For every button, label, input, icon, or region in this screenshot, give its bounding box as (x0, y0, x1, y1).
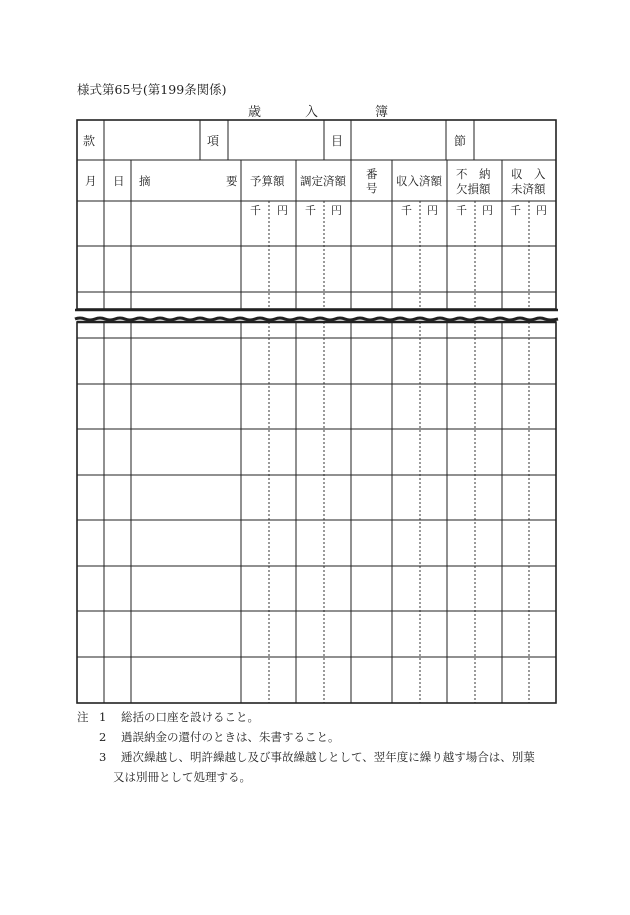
col-day: 日 (113, 174, 125, 188)
col-adjusted: 調定済額 (300, 174, 346, 188)
note-item (77, 707, 535, 727)
unit-deficit-yen: 円 (482, 204, 493, 217)
header-moku: 目 (331, 134, 344, 148)
form-number-label: 様式第65号(第199条関係) (77, 82, 227, 97)
unit-deficit-thousand: 千 (456, 204, 467, 217)
note-number: 2 (99, 730, 107, 744)
header-setsu: 節 (454, 134, 467, 148)
lower-table-border (77, 322, 556, 703)
note-text: 過誤納金の還付のときは、朱書すること。 (121, 730, 340, 744)
col-number-top: 番 (366, 167, 378, 181)
note-mark: 注 (77, 710, 89, 724)
note-item (77, 747, 535, 767)
notes-section (77, 707, 535, 787)
col-received: 収入済額 (396, 174, 442, 188)
note-text: 総括の口座を設けること。 (121, 710, 259, 724)
col-unreceived-top: 収 入 (511, 167, 546, 181)
col-number-bottom: 号 (366, 181, 378, 195)
unit-adjusted-yen: 円 (331, 204, 342, 217)
unit-budget-thousand: 千 (250, 204, 261, 217)
header-kou: 項 (207, 134, 220, 148)
title-char-2: 入 (305, 105, 319, 120)
unit-adjusted-thousand: 千 (305, 204, 316, 217)
title-char-3: 簿 (375, 105, 389, 120)
unit-received-yen: 円 (427, 204, 438, 217)
unit-unreceived-thousand: 千 (510, 204, 521, 217)
col-summary-right: 要 (226, 174, 238, 188)
note-number: 3 (99, 750, 107, 764)
unit-budget-yen: 円 (277, 204, 288, 217)
col-deficit-bottom: 欠損額 (456, 182, 491, 196)
col-month: 月 (85, 174, 97, 188)
header-kan: 款 (83, 134, 96, 148)
col-budget: 予算額 (250, 174, 285, 188)
title-char-1: 歳 (248, 105, 262, 120)
break-line-wavy (75, 318, 558, 320)
col-deficit-top: 不 納 (456, 167, 491, 181)
note-item (77, 767, 535, 787)
note-text: 又は別冊として処理する。 (113, 770, 251, 784)
col-summary-left: 摘 (139, 174, 151, 188)
unit-unreceived-yen: 円 (536, 204, 547, 217)
note-item (77, 727, 535, 747)
col-unreceived-bottom: 未済額 (511, 182, 546, 196)
note-text: 逓次繰越し、明許繰越し及び事故繰越しとして、翌年度に繰り越す場合は、別葉 (121, 750, 535, 764)
note-number: 1 (99, 710, 107, 724)
unit-received-thousand: 千 (401, 204, 412, 217)
